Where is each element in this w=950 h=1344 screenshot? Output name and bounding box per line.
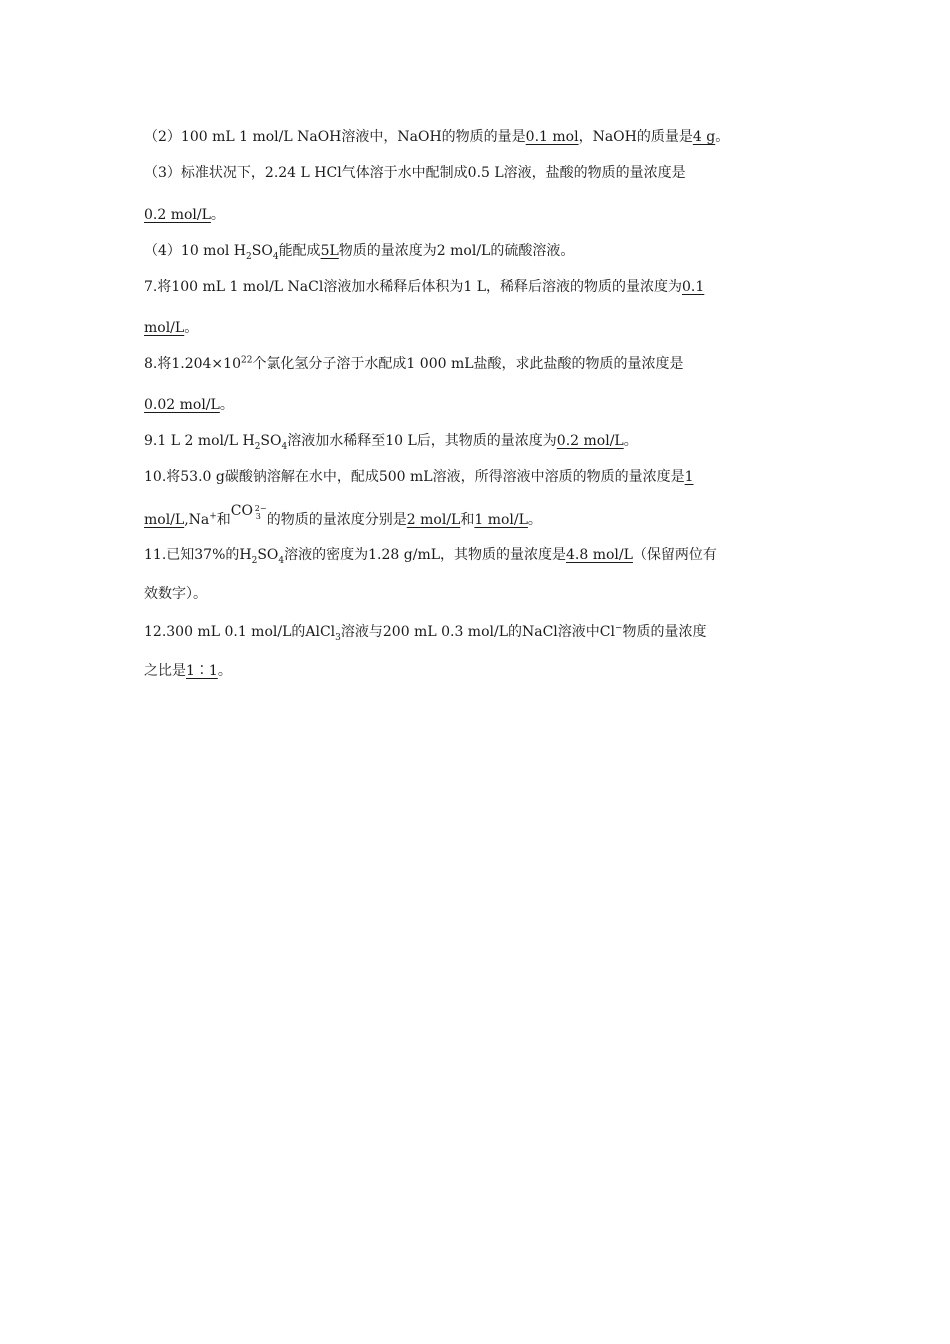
- answer: 4 g: [692, 129, 716, 145]
- question-9-line: 9.1 L 2 mol/L $H_2SO_4$溶液加水稀释至10 L后，其物质的量浓度为0.2 mol/L。: [144, 433, 638, 452]
- question-4-line: （4）10 mol $H_2SO_4$能配成5L物质的量浓度为2 mol/L的硫酸溶液。: [144, 243, 575, 262]
- question-11-line-2: 效数字）。: [144, 586, 207, 602]
- answer: mol/L: [144, 512, 185, 528]
- answer: 5L: [320, 243, 339, 259]
- answer: 1 mol/L: [474, 512, 528, 528]
- question-3-line-1: （3）标准状况下，2.24 L HCl气体溶于水中配制成0.5 L溶液，盐酸的物质的量浓度是: [144, 165, 686, 181]
- answer: 0.2 mol/L: [556, 433, 624, 449]
- answer: 0.02 mol/L: [144, 397, 220, 413]
- question-10-line-1: 10.将53.0 g碳酸钠溶解在水中，配成500 mL溶液，所得溶液中溶质的物质的量浓度是1: [144, 469, 694, 485]
- answer: mol/L: [144, 320, 185, 336]
- answer: 1: [684, 469, 694, 485]
- question-7-line-1: 7.将100 mL 1 mol/L NaCl溶液加水稀释后体积为1 L，稀释后溶液的物质的量浓度为0.1: [144, 279, 705, 295]
- question-12-line-1: 12.300 mL 0.1 mol/L的AlCl$_3$溶液与200 mL 0.3 mol/L的NaCl溶液中Cl−物质的量浓度: [144, 623, 707, 643]
- answer: 4.8 mol/L: [566, 547, 633, 563]
- question-3-line-2: 0.2 mol/L。: [144, 207, 225, 223]
- question-2-line: （2）100 mL 1 mol/L NaOH溶液中，NaOH的物质的量是0.1 mol，NaOH的质量是4 g。: [144, 129, 730, 145]
- answer: 0.1 mol: [525, 129, 579, 145]
- answer: 1∶1: [186, 663, 218, 679]
- answer: 0.2 mol/L: [144, 207, 211, 223]
- question-8-line-1: 8.将$1.204\times 10^{22}$个氯化氢分子溶于水配成1 000 mL盐酸，求此盐酸的物质的量浓度是: [144, 355, 684, 372]
- question-12-line-2: 之比是1∶1。: [144, 663, 232, 679]
- question-11-line-1: 11.已知37%的$H_2SO_4$溶液的密度为1.28 g/mL，其物质的量浓度是4.8 mol/L（保留两位有: [144, 547, 717, 566]
- carbonate-ion-formula: CO 2− 3: [230, 503, 267, 521]
- question-7-line-2: mol/L。: [144, 320, 199, 336]
- question-8-line-2: 0.02 mol/L。: [144, 397, 234, 413]
- question-10-line-2: mol/L,Na+和 CO 2− 3 的物质的量浓度分别是2 mol/L和1 mol/L。: [144, 503, 542, 528]
- answer: 0.1: [682, 279, 705, 295]
- answer: 2 mol/L: [406, 512, 461, 528]
